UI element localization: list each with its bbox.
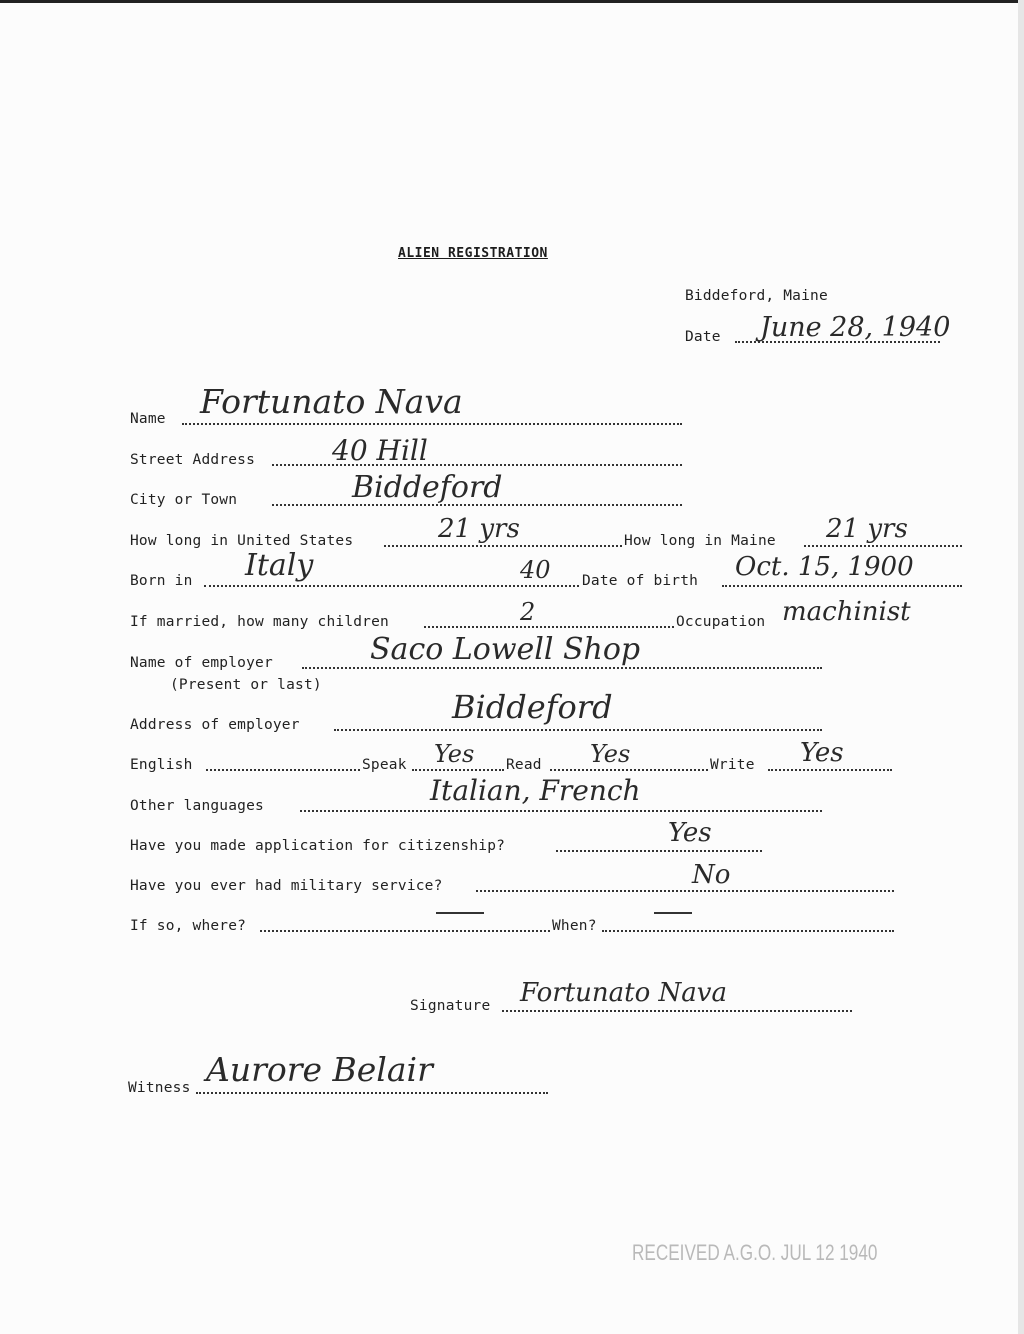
other-languages-dots xyxy=(300,810,822,812)
city-entry: Biddeford xyxy=(352,470,503,505)
other-languages-label: Other languages xyxy=(130,798,264,814)
street-label: Street Address xyxy=(130,452,256,468)
witness-entry: Aurore Belair xyxy=(206,1050,433,1089)
occupation-label: Occupation xyxy=(676,614,766,630)
citizenship-label: Have you made application for citizenship? xyxy=(130,838,506,854)
military-entry: No xyxy=(692,860,731,890)
scan-edge-top xyxy=(0,0,1024,3)
when-dots xyxy=(602,930,894,932)
employer-entry: Saco Lowell Shop xyxy=(370,632,641,667)
employer-address-entry: Biddeford xyxy=(452,688,613,726)
received-stamp: RECEIVED A.G.O. JUL 12 1940 xyxy=(632,1240,878,1265)
employer-note: (Present or last) xyxy=(170,677,322,693)
children-entry: 2 xyxy=(520,598,536,626)
date-of-birth-entry: Oct. 15, 1900 xyxy=(735,552,914,582)
date-of-birth-dots xyxy=(722,585,962,587)
witness-label: Witness xyxy=(128,1080,191,1096)
signature-entry: Fortunato Nava xyxy=(520,978,727,1008)
city-label: City or Town xyxy=(130,492,238,508)
witness-dots xyxy=(196,1092,548,1094)
how-long-us-dots xyxy=(384,545,622,547)
date-entry: June 28, 1940 xyxy=(760,312,951,343)
english-dots xyxy=(206,769,360,771)
citizenship-dots xyxy=(556,850,762,852)
english-label: English xyxy=(130,757,193,773)
street-entry: 40 Hill xyxy=(332,434,428,467)
occupation-entry: machinist xyxy=(782,597,911,627)
other-languages-entry: Italian, French xyxy=(430,774,641,807)
write-label: Write xyxy=(710,757,755,773)
employer-dots xyxy=(302,667,822,669)
how-long-maine-label: How long in Maine xyxy=(624,533,776,549)
how-long-maine-entry: 21 yrs xyxy=(826,514,908,544)
employer-address-label: Address of employer xyxy=(130,717,300,733)
if-so-where-dots xyxy=(260,930,550,932)
military-dots xyxy=(476,890,894,892)
speak-dots xyxy=(412,769,504,771)
employer-label: Name of employer xyxy=(130,655,273,671)
read-entry: Yes xyxy=(590,740,631,768)
scan-edge-right xyxy=(1018,0,1024,1334)
read-dots xyxy=(550,769,708,771)
how-long-us-entry: 21 yrs xyxy=(438,514,520,544)
name-dots xyxy=(182,423,682,425)
military-label: Have you ever had military service? xyxy=(130,878,443,894)
speak-entry: Yes xyxy=(434,740,475,768)
signature-label: Signature xyxy=(410,998,491,1014)
write-dots xyxy=(768,769,892,771)
citizenship-entry: Yes xyxy=(668,818,712,848)
born-in-entry: Italy xyxy=(245,548,314,583)
date-of-birth-label: Date of birth xyxy=(582,573,699,589)
speak-label: Speak xyxy=(362,757,407,773)
how-long-maine-dots xyxy=(804,545,962,547)
name-label: Name xyxy=(130,411,166,427)
children-dots xyxy=(424,626,674,628)
age-entry: 40 xyxy=(520,556,551,584)
form-place: Biddeford, Maine xyxy=(685,288,828,304)
born-in-label: Born in xyxy=(130,573,193,589)
where-dash xyxy=(436,912,484,914)
when-label: When? xyxy=(552,918,597,934)
write-entry: Yes xyxy=(800,738,844,768)
if-so-where-label: If so, where? xyxy=(130,918,247,934)
employer-address-dots xyxy=(334,729,822,731)
how-long-us-label: How long in United States xyxy=(130,533,354,549)
signature-dots xyxy=(502,1010,852,1012)
form-title: ALIEN REGISTRATION xyxy=(398,246,548,261)
when-dash xyxy=(654,912,692,914)
name-entry: Fortunato Nava xyxy=(200,382,463,421)
read-label: Read xyxy=(506,757,542,773)
children-label: If married, how many children xyxy=(130,614,389,630)
date-label: Date xyxy=(685,329,721,345)
born-in-dots xyxy=(204,585,579,587)
